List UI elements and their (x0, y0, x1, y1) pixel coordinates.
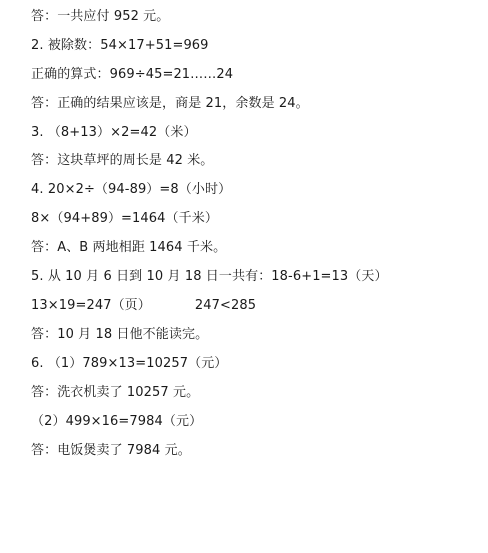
problem-5-answer: 答：10 月 18 日他不能读完。 (31, 327, 209, 342)
problem-2-answer: 答：正确的结果应该是，商是 21，余数是 24。 (31, 96, 309, 111)
problem-6-part-2-formula: （2）499×16=7984（元） (31, 414, 203, 429)
answer-line-total-cost: 答：一共应付 952 元。 (31, 9, 170, 24)
problem-5-pages-line (31, 298, 256, 314)
problem-5-pages-formula: 13×19=247（页） (31, 298, 151, 313)
problem-4-answer: 答：A、B 两地相距 1464 千米。 (31, 240, 227, 255)
problem-6-part-1-formula: 6. （1）789×13=10257（元） (31, 356, 228, 371)
problem-2-dividend: 2. 被除数：54×17+51=969 (31, 38, 209, 53)
problem-5-days-formula: 5. 从 10 月 6 日到 10 月 18 日一共有：18-6+1=13（天） (31, 269, 388, 284)
problem-4-time-formula: 4. 20×2÷（94-89）=8（小时） (31, 182, 232, 197)
problem-6-part-2-answer: 答：电饭煲卖了 7984 元。 (31, 443, 191, 458)
problem-3-formula: 3. （8+13）×2=42（米） (31, 125, 197, 140)
problem-4-distance-formula: 8×（94+89）=1464（千米） (31, 211, 218, 226)
problem-6-part-1-answer: 答：洗衣机卖了 10257 元。 (31, 385, 200, 400)
problem-3-answer: 答：这块草坪的周长是 42 米。 (31, 153, 214, 168)
problem-2-correct-formula: 正确的算式：969÷45=21……24 (31, 67, 234, 82)
problem-5-comparison: 247<285 (194, 298, 257, 313)
